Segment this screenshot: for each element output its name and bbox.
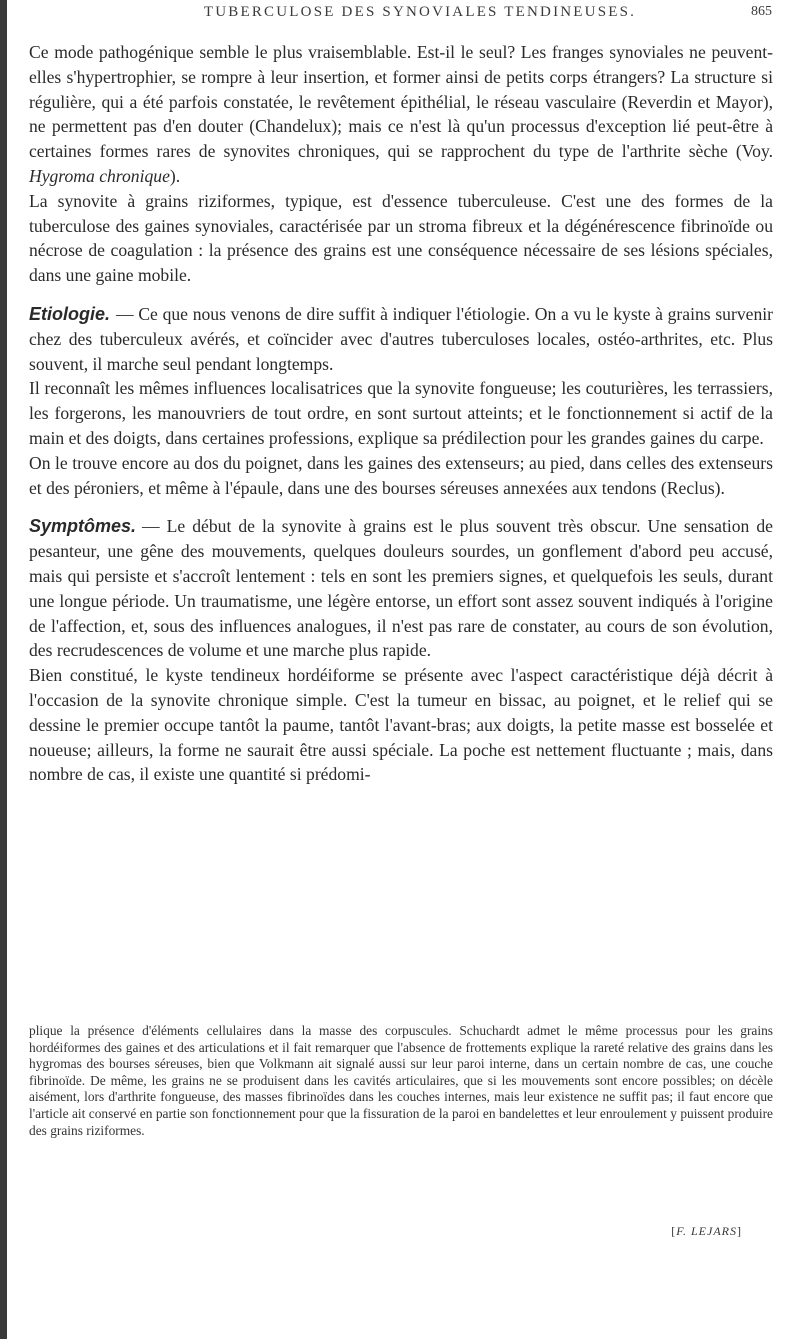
paragraph-text: Ce mode pathogénique semble le plus vraisemblable. Est-il le seul? Les franges synoviales ne peuvent-elles s'hypertrophier, se rompre à leur insertion, et former ainsi de petits corps étrangers? La structure si régulière, qui a été parfois constatée, le revêtement épithélial, le réseau vasculaire (Reverdin et Mayor), ne permettent pas d'en douter (Chandelux); mais ce n'est là qu'un processus d'exception lié peut-être à certaines formes rares de synovites chroniques, qui se rapprochent du type de l'arthrite sèche (Voy. — [29, 42, 773, 162]
main-body-text — [29, 40, 773, 787]
signature-open-bracket: [ — [671, 1224, 677, 1238]
etiologie-text: — Ce que nous venons de dire suffit à indiquer l'étiologie. On a vu le kyste à grains survenir chez des tuberculeux avérés, et coïncider avec d'autres tuberculoses locales, ostéo-arthrites, etc. Plus souvent, il marche seul pendant longtemps. — [29, 303, 773, 374]
cross-reference: Hygroma chronique — [29, 165, 170, 186]
running-title: TUBERCULOSE DES SYNOVIALES TENDINEUSES. — [203, 4, 637, 20]
paragraph-pathogenic-mode — [29, 40, 773, 189]
paragraph-localizing-influences: Il reconnaît les mêmes influences localisatrices que la synovite fongueuse; les couturières, les terrassiers, les forgerons, les manouvriers de tout ordre, en sont surtout atteints; et le fonctionnement si actif de la main et des doigts, dans certaines professions, explique sa prédilection pour les grandes gaines du carpe. — [29, 378, 773, 448]
signature-name: F. LEJARS — [676, 1224, 737, 1238]
running-header — [0, 4, 800, 28]
footnote-continuation: plique la présence d'éléments cellulaires dans la masse des corpuscules. Schuchardt admet le même processus pour les grains hordéiformes des gaines et des articulations et il fait remarquer que l'absence de frottements explique la rareté relative des grains dans les hygromas des bourses séreuses, bien que Volkmann ait signalé aussi sur leur paroi interne, dans un certain nombre de cas, une couche fibrinoïde. De même, les grains ne se produisent dans les cavités articulaires, que si les mouvements sont encore possibles; on décèle aisément, lors d'arthrite fongueuse, des masses fibrinoïdes dans les couches internes, mais leur existence ne suffit pas; il faut encore que l'article ait conservé en partie son fonctionnement pour que la fissuration de la paroi en bandelettes et leur enroulement y puissent produire des grains riziformes. — [29, 1023, 773, 1138]
signature-close-bracket: ] — [737, 1224, 742, 1238]
symptomes-text: — Le début de la synovite à grains est le plus souvent très obscur. Une sensation de pesanteur, une gêne des mouvements, quelques douleurs sourdes, un gonflement d'abord peu accusé, mais qui persiste et s'accroît lentement : tels en sont les premiers signes, et quelquefois les seuls, durant une longue période. Un traumatisme, une légère entorse, un effort sont assez souvent indiqués à l'origine de l'affection, et, sous des influences analogues, il n'est pas rare de constater, au cours de son évolution, des recrudescences de volume et une marche plus rapide. — [29, 516, 773, 661]
author-signature — [671, 1224, 742, 1239]
page-number: 865 — [751, 4, 772, 19]
section-heading-etiologie: Etiologie. — [29, 303, 110, 324]
paragraph-tuberculous-nature: La synovite à grains riziformes, typique, est d'essence tuberculeuse. C'est une des formes de la tuberculose des gaines synoviales, caractérisée par un stroma fibreux et la dégénérescence fibrinoïde ou nécrose de coagulation : la présence des grains est une conséquence nécessaire de ses lésions spéciales, dans une gaine mobile. — [29, 190, 773, 286]
paragraph-etiologie — [29, 302, 773, 376]
section-heading-symptomes: Symptômes. — [29, 516, 137, 537]
page-left-edge — [0, 0, 7, 1339]
paragraph-locations: On le trouve encore au dos du poignet, dans les gaines des extenseurs; au pied, dans celles des extenseurs et des péroniers, et même à l'épaule, dans une des bourses séreuses annexées aux tendons (Reclus). — [29, 452, 773, 498]
paragraph-hordeiform-cyst: Bien constitué, le kyste tendineux hordéiforme se présente avec l'aspect caractéristique déjà décrit à l'occasion de la synovite chronique simple. C'est la tumeur en bissac, au poignet, et le relief qui se dessine le premier occupe tantôt la paume, tantôt l'avant-bras; aux doigts, la petite masse est bosselée et noueuse; ailleurs, la forme ne saurait être aussi spéciale. La poche est nettement fluctuante ; mais, dans nombre de cas, il existe une quantité si prédomi- — [29, 665, 773, 785]
paragraph-symptomes — [29, 514, 773, 663]
paragraph-text-end: ). — [169, 165, 181, 186]
